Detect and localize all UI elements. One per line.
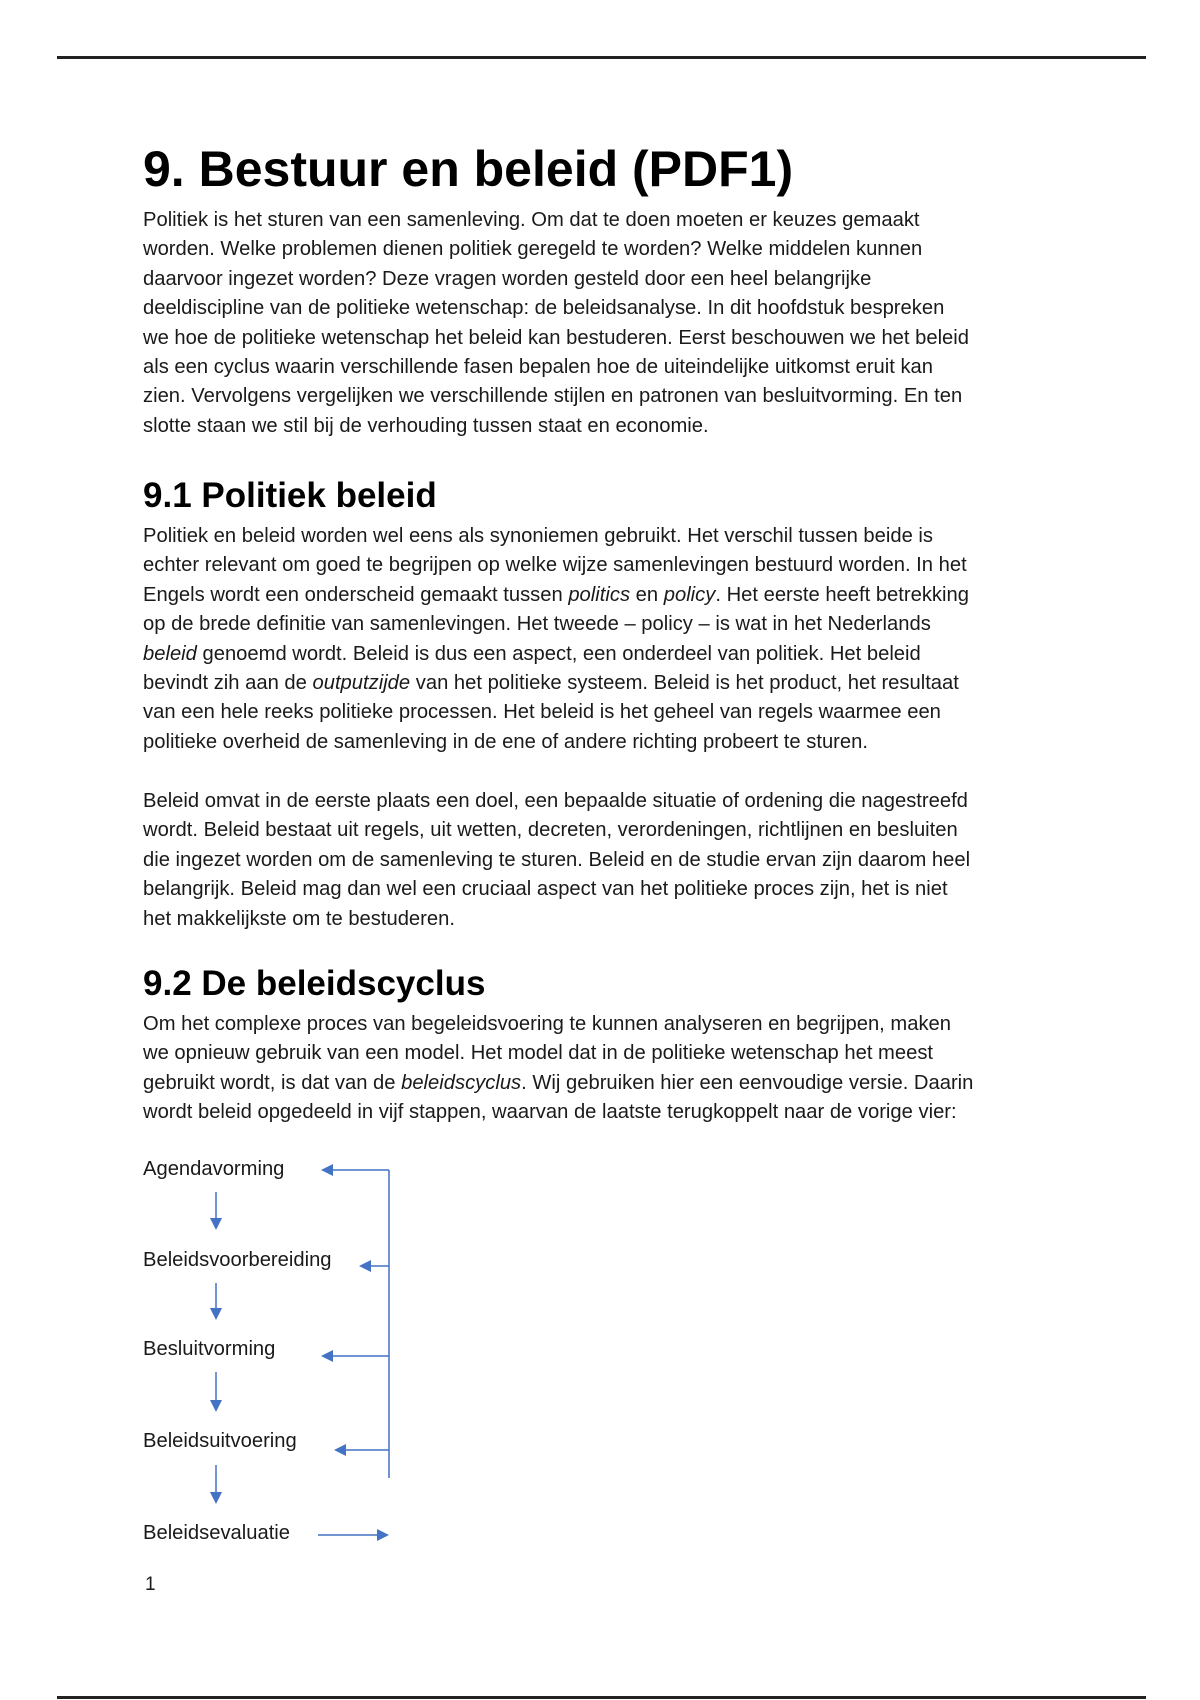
- down-arrow-icon: [210, 1372, 222, 1412]
- text-segment: belangrijk. Beleid mag dan wel een cruciaal aspect van het politieke proces zijn, het is niet: [143, 878, 948, 901]
- policy-cycle-diagram: [143, 1150, 443, 1570]
- italic-term: politics: [568, 583, 631, 606]
- text-segment: en: [630, 583, 664, 606]
- text-segment: die ingezet worden om de samenleving te sturen. Beleid en de studie ervan zijn daarom heel: [143, 848, 971, 871]
- text-line: [143, 412, 969, 441]
- text-line: [143, 265, 969, 294]
- cycle-step-agendavorming: Agendavorming: [143, 1158, 285, 1180]
- cycle-step-besluitvorming: Besluitvorming: [143, 1338, 276, 1360]
- text-segment: wordt beleid opgedeeld in vijf stappen, waarvan de laatste terugkoppelt naar de vorige vier:: [143, 1101, 957, 1124]
- text-segment: echter relevant om goed te begrijpen op welke wijze samenlevingen bestuurd worden. In het: [143, 554, 967, 577]
- text-line: [143, 1039, 973, 1068]
- text-line: [143, 787, 970, 816]
- text-line: [143, 206, 969, 235]
- footer-rule: [57, 1696, 1146, 1699]
- text-line: [143, 353, 969, 382]
- down-arrow-icon: [210, 1192, 222, 1230]
- text-segment: het makkelijkste om te bestuderen.: [143, 907, 455, 930]
- section-heading-9-2: 9.2 De beleidscyclus: [143, 964, 486, 1003]
- text-line: [143, 816, 970, 845]
- page-title: 9. Bestuur en beleid (PDF1): [143, 141, 794, 197]
- text-line: [143, 905, 970, 934]
- text-segment: deeldiscipline van de politieke wetenschap: de beleidsanalyse. In dit hoofdstuk bespreken: [143, 297, 945, 320]
- text-line: [143, 846, 970, 875]
- italic-term: beleidscyclus: [401, 1071, 522, 1094]
- text-segment: Politiek en beleid worden wel eens als synoniemen gebruikt. Het verschil tussen beide is: [143, 525, 933, 547]
- text-segment: Engels wordt een onderscheid gemaakt tussen: [143, 583, 569, 606]
- text-segment: daarvoor ingezet worden? Deze vragen worden gesteld door een heel belangrijke: [143, 267, 872, 290]
- text-segment: gebruikt wordt, is dat van de: [143, 1071, 402, 1094]
- text-line: [143, 640, 969, 669]
- text-line: [143, 551, 969, 580]
- page-number: 1: [145, 1574, 156, 1595]
- politiek-beleid-paragraph-1: [143, 522, 969, 757]
- beleidscyclus-paragraph: [143, 1010, 973, 1128]
- right-arrow-icon: [318, 1529, 389, 1541]
- text-line: [143, 1010, 973, 1039]
- cycle-step-beleidsevaluatie: Beleidsevaluatie: [143, 1522, 291, 1544]
- cycle-step-beleidsuitvoering: Beleidsuitvoering: [143, 1430, 297, 1452]
- cycle-step-beleidsvoorbereiding: Beleidsvoorbereiding: [143, 1249, 332, 1271]
- text-line: [143, 382, 969, 411]
- text-line: [143, 235, 969, 264]
- text-line: [143, 294, 969, 323]
- text-segment: Politiek is het sturen van een samenleving. Om dat te doen moeten er keuzes gemaakt: [143, 209, 920, 231]
- text-segment: van het politieke systeem. Beleid is het product, het resultaat: [410, 671, 959, 694]
- text-segment: wordt. Beleid bestaat uit regels, uit wetten, decreten, verordeningen, richtlijnen en besluiten: [143, 819, 958, 842]
- header-rule: [57, 56, 1146, 59]
- text-line: [143, 875, 970, 904]
- text-line: [143, 698, 969, 727]
- text-line: [143, 669, 969, 698]
- text-segment: op de brede definitie van samenlevingen. Het tweede – policy – is wat in het Nederlands: [143, 613, 931, 636]
- text-line: [143, 1098, 973, 1127]
- intro-paragraph: [143, 206, 969, 441]
- text-segment: van een hele reeks politieke processen. Het beleid is het geheel van regels waarmee een: [143, 701, 941, 724]
- text-line: [143, 581, 969, 610]
- text-segment: slotte staan we stil bij de verhouding tussen staat en economie.: [143, 414, 709, 437]
- text-segment: als een cyclus waarin verschillende fasen bepalen hoe de uiteindelijke uitkomst eruit kan: [143, 355, 934, 378]
- left-arrow-icon: [334, 1444, 389, 1456]
- text-segment: politieke overheid de samenleving in de ene of andere richting probeert te sturen.: [143, 730, 868, 753]
- text-line: [143, 522, 969, 551]
- text-segment: . Wij gebruiken hier een eenvoudige versie. Daarin: [521, 1071, 974, 1094]
- text-segment: bevindt zih aan de: [143, 671, 313, 694]
- politiek-beleid-paragraph-2: [143, 787, 970, 934]
- text-segment: we hoe de politieke wetenschap het beleid kan bestuderen. Eerst beschouwen we het beleid: [143, 326, 970, 349]
- italic-term: outputzijde: [312, 671, 411, 694]
- left-arrow-icon: [321, 1164, 389, 1176]
- text-segment: genoemd wordt. Beleid is dus een aspect, een onderdeel van politiek. Het beleid: [196, 642, 921, 665]
- left-arrow-icon: [359, 1260, 389, 1272]
- down-arrow-icon: [210, 1283, 222, 1320]
- italic-term: policy: [663, 583, 716, 606]
- text-line: [143, 728, 969, 757]
- cycle-arrows: [143, 1150, 443, 1570]
- text-segment: we opnieuw gebruik van een model. Het model dat in de politieke wetenschap het meest: [143, 1042, 934, 1065]
- left-arrow-icon: [321, 1350, 389, 1362]
- text-segment: Om het complexe proces van begeleidsvoering te kunnen analyseren en begrijpen, maken: [143, 1013, 951, 1035]
- text-segment: Beleid omvat in de eerste plaats een doel, een bepaalde situatie of ordening die nagestreefd: [143, 790, 968, 812]
- text-line: [143, 610, 969, 639]
- section-heading-9-1: 9.1 Politiek beleid: [143, 476, 437, 515]
- italic-term: beleid: [143, 642, 197, 665]
- text-segment: . Het eerste heeft betrekking: [715, 583, 969, 606]
- text-line: [143, 1069, 973, 1098]
- text-line: [143, 324, 969, 353]
- text-segment: zien. Vervolgens vergelijken we verschillende stijlen en patronen van besluitvorming. En ten: [143, 385, 963, 408]
- text-segment: worden. Welke problemen dienen politiek geregeld te worden? Welke middelen kunnen: [143, 238, 923, 261]
- down-arrow-icon: [210, 1465, 222, 1504]
